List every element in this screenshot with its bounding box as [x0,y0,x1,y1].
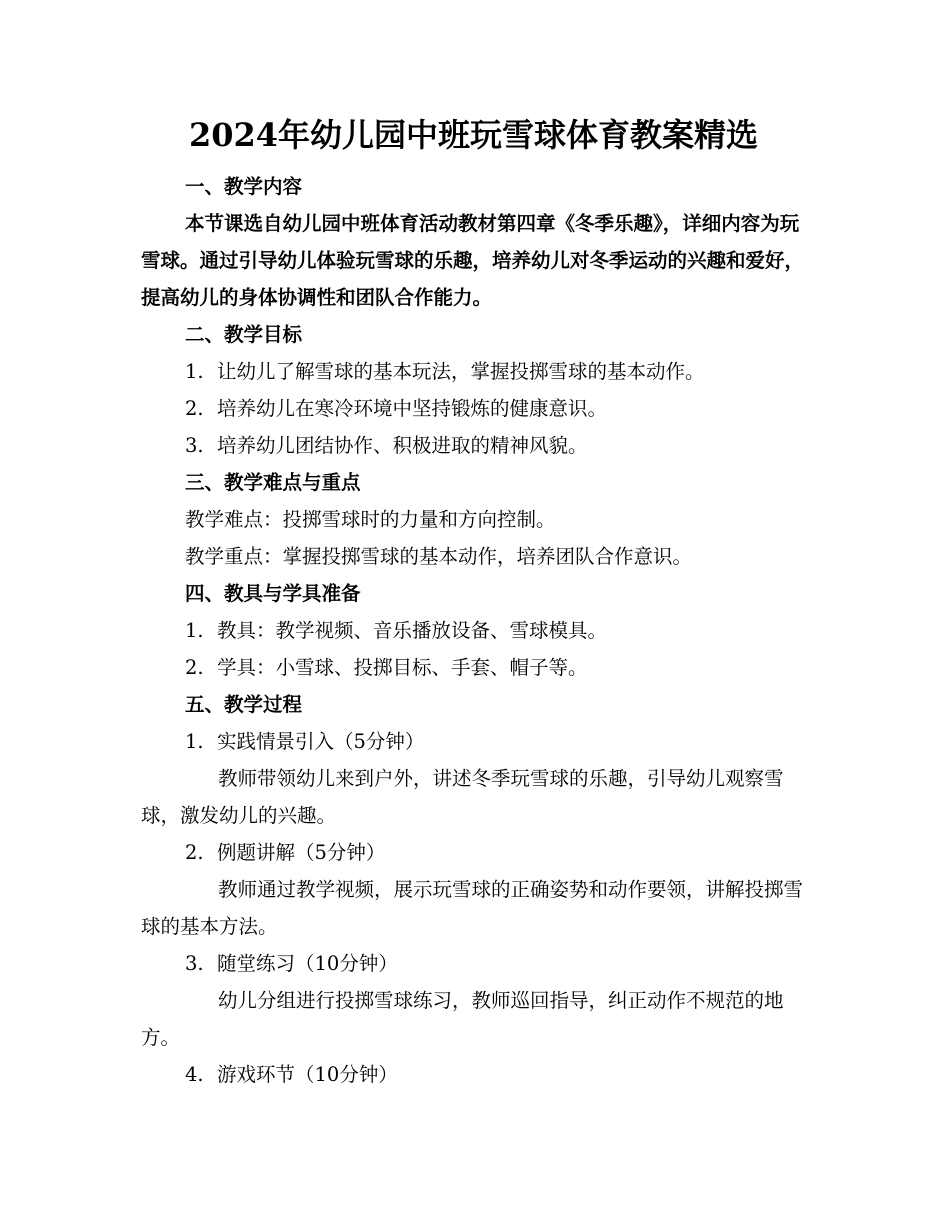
process-step-title [141,834,806,871]
teaching-difficulty: 教学难点：投掷雪球时的力量和方向控制。 [185,508,556,531]
document-page [141,110,806,1093]
process-step-description: 幼儿分组进行投掷雪球练习，教师巡回指导，纠正动作不规范的地方。 [141,989,784,1049]
list-item-number: 2. [185,656,204,679]
section-heading-process: 五、教学过程 [185,693,303,716]
list-item-text: 学具：小雪球、投掷目标、手套、帽子等。 [217,656,588,679]
list-item-text: 培养幼儿团结协作、积极进取的精神风貌。 [217,434,588,457]
list-item [141,353,806,390]
document-title: 2024年幼儿园中班玩雪球体育教案精选 [188,116,759,154]
list-item [141,649,806,686]
process-step-description: 教师通过教学视频，展示玩雪球的正确姿势和动作要领，讲解投掷雪球的基本方法。 [141,878,804,938]
section-heading-teaching-goals: 二、教学目标 [185,323,303,346]
teaching-content-paragraph: 本节课选自幼儿园中班体育活动教材第四章《冬季乐趣》，详细内容为玩雪球。通过引导幼儿体验玩雪球的乐趣，培养幼儿对冬季运动的兴趣和爱好，提高幼儿的身体协调性和团队合作能力。 [141,212,805,309]
process-step-title [141,1056,806,1093]
list-item-number: 4. [185,1063,204,1086]
list-item-number: 1. [185,619,204,642]
list-item-number: 1. [185,360,204,383]
process-step-description: 教师带领幼儿来到户外，讲述冬季玩雪球的乐趣，引导幼儿观察雪球，激发幼儿的兴趣。 [141,767,784,827]
list-item-number: 1. [185,730,204,753]
list-item-number: 3. [185,952,204,975]
list-item-text: 教具：教学视频、音乐播放设备、雪球模具。 [217,619,608,642]
process-step-title [141,945,806,982]
list-item-text: 实践情景引入（5分钟） [217,730,425,753]
process-step-title [141,723,806,760]
list-item-text: 让幼儿了解雪球的基本玩法，掌握投掷雪球的基本动作。 [217,360,705,383]
section-heading-materials: 四、教具与学具准备 [185,582,361,605]
list-item [141,390,806,427]
list-item-number: 3. [185,434,204,457]
list-item-number: 2. [185,841,204,864]
list-item-text: 培养幼儿在寒冷环境中坚持锻炼的健康意识。 [217,397,608,420]
section-heading-teaching-content: 一、教学内容 [185,175,303,198]
section-heading-difficulty-key: 三、教学难点与重点 [185,471,361,494]
list-item [141,427,806,464]
list-item-text: 随堂练习（10分钟） [217,952,398,975]
list-item-text: 游戏环节（10分钟） [217,1063,398,1086]
list-item-number: 2. [185,397,204,420]
teaching-key-point: 教学重点：掌握投掷雪球的基本动作，培养团队合作意识。 [185,545,693,568]
list-item-text: 例题讲解（5分钟） [217,841,386,864]
list-item [141,612,806,649]
